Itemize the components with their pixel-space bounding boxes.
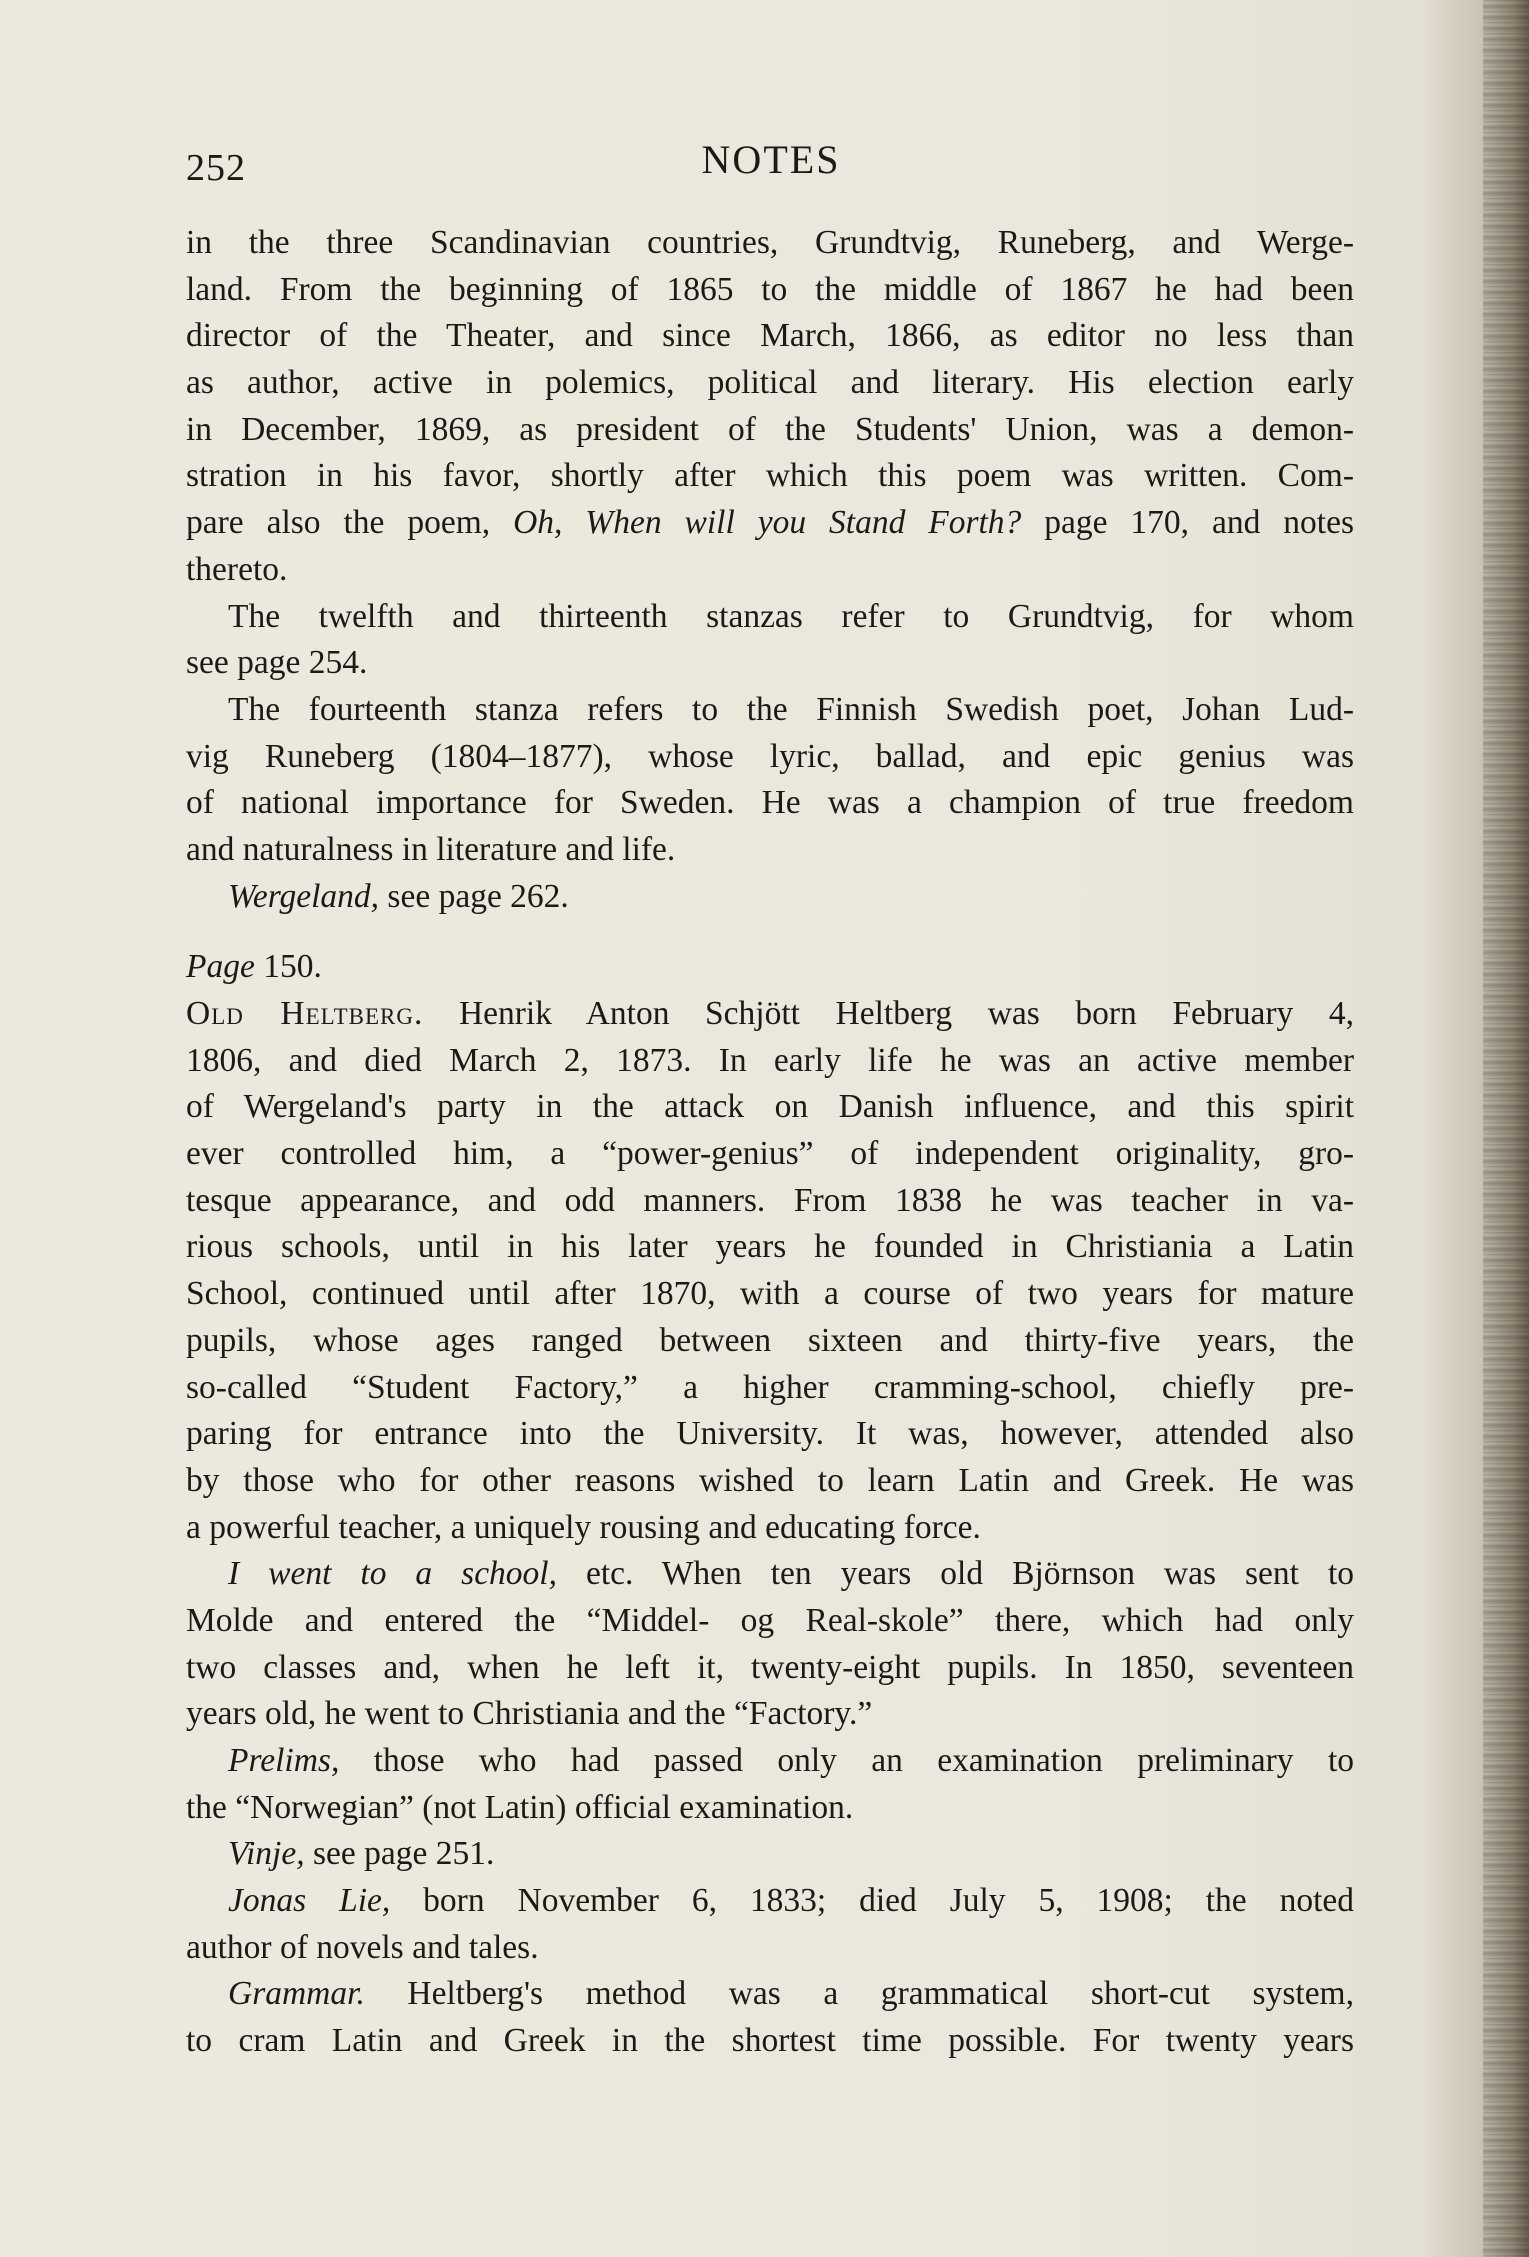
italic-keyword: Vinje, [228,1835,305,1873]
text-line: Molde and entered the “Middel- og Real-skole” there, which had only [186,1601,1354,1639]
italic-keyword: Wergeland, [228,877,380,915]
text-line: rious schools, until in his later years he founded in Christiania a Latin [186,1228,1354,1266]
text-line [186,1831,1354,1878]
text-line: as author, active in polemics, political and literary. His election early [186,364,1354,402]
italic-keyword: Grammar. [228,1975,365,2013]
section-gap [186,920,1354,944]
body-text [186,220,1354,2065]
text-run: 150. [254,948,322,986]
text-line: see page 254. [186,644,368,682]
text-run: see page 262. [379,877,569,915]
text-line: years old, he went to Christiania and the “Factory.” [186,1695,873,1733]
text-line [186,1738,1354,1785]
page-reference-label: Page [186,948,255,986]
text-line: thereto. [186,550,288,588]
text-line: The twelfth and thirteenth stanzas refer to Grundtvig, for whom [228,597,1354,635]
text-line: author of novels and tales. [186,1928,539,1966]
text-run: etc. When ten years old Björnson was sent to [557,1555,1354,1593]
text-line: and naturalness in literature and life. [186,830,676,868]
text-line [186,991,1354,1038]
text-line [186,874,1354,921]
text-run: see page 251. [304,1835,495,1873]
running-title: NOTES [701,137,841,182]
text-run: pare also the poem, [186,504,514,542]
text-run: page 170, and notes [1021,504,1354,542]
text-line: The fourteenth stanza refers to the Finnish Swedish poet, Johan Lud- [228,690,1354,728]
text-line: tesque appearance, and odd manners. From 1838 he was teacher in va- [186,1181,1354,1219]
page-gutter-edge [1483,0,1529,2257]
italic-title: Oh, When will you Stand Forth? [513,504,1022,542]
text-run: Heltberg's method was a grammatical short-cut system, [364,1975,1354,2013]
text-line: a powerful teacher, a uniquely rousing and educating force. [186,1508,981,1546]
text-line: in December, 1869, as president of the Students' Union, was a demon- [186,410,1354,448]
text-run: born November 6, 1833; died July 5, 1908; the noted [390,1882,1354,1920]
text-line: ever controlled him, a “power-genius” of independent originality, gro- [186,1135,1354,1173]
page-header [186,136,1356,196]
italic-keyword: Prelims, [228,1742,340,1779]
text-line: to cram Latin and Greek in the shortest time possible. For twenty years [186,2022,1354,2060]
text-line: paring for entrance into the University. It was, however, attended also [186,1415,1354,1453]
text-line [186,500,1354,547]
text-line: in the three Scandinavian countries, Grundtvig, Runeberg, and Werge- [186,224,1354,261]
text-line: by those who for other reasons wished to learn Latin and Greek. He was [186,1461,1354,1499]
text-run: those who had passed only an examination preliminary to [339,1742,1354,1779]
text-line: the “Norwegian” (not Latin) official examination. [186,1788,854,1826]
section-heading: Old Heltberg. [186,995,424,1032]
text-line: land. From the beginning of 1865 to the middle of 1867 he had been [186,270,1354,308]
text-line: of national importance for Sweden. He was a champion of true freedom [186,784,1354,822]
text-line [186,1878,1354,1925]
text-line: School, continued until after 1870, with a course of two years for mature [186,1275,1354,1313]
text-line [186,1551,1354,1598]
text-run: Henrik Anton Schjött Heltberg was born February 4, [423,995,1354,1032]
italic-keyword: I went to a school, [228,1555,557,1593]
text-line: so-called “Student Factory,” a higher cramming-school, chiefly pre- [186,1368,1354,1406]
text-line: pupils, whose ages ranged between sixteen and thirty-five years, the [186,1321,1354,1359]
text-line: vig Runeberg (1804–1877), whose lyric, ballad, and epic genius was [186,737,1354,775]
text-line [186,944,1354,991]
text-line [186,1971,1354,2018]
text-line: stration in his favor, shortly after which this poem was written. Com- [186,457,1354,495]
page-number: 252 [186,147,246,189]
italic-keyword: Jonas Lie, [228,1882,391,1920]
text-line: 1806, and died March 2, 1873. In early life he was an active member [186,1041,1354,1079]
text-line: of Wergeland's party in the attack on Danish influence, and this spirit [186,1088,1354,1126]
text-line: two classes and, when he left it, twenty-eight pupils. In 1850, seventeen [186,1648,1354,1686]
text-line: director of the Theater, and since March, 1866, as editor no less than [186,317,1354,355]
